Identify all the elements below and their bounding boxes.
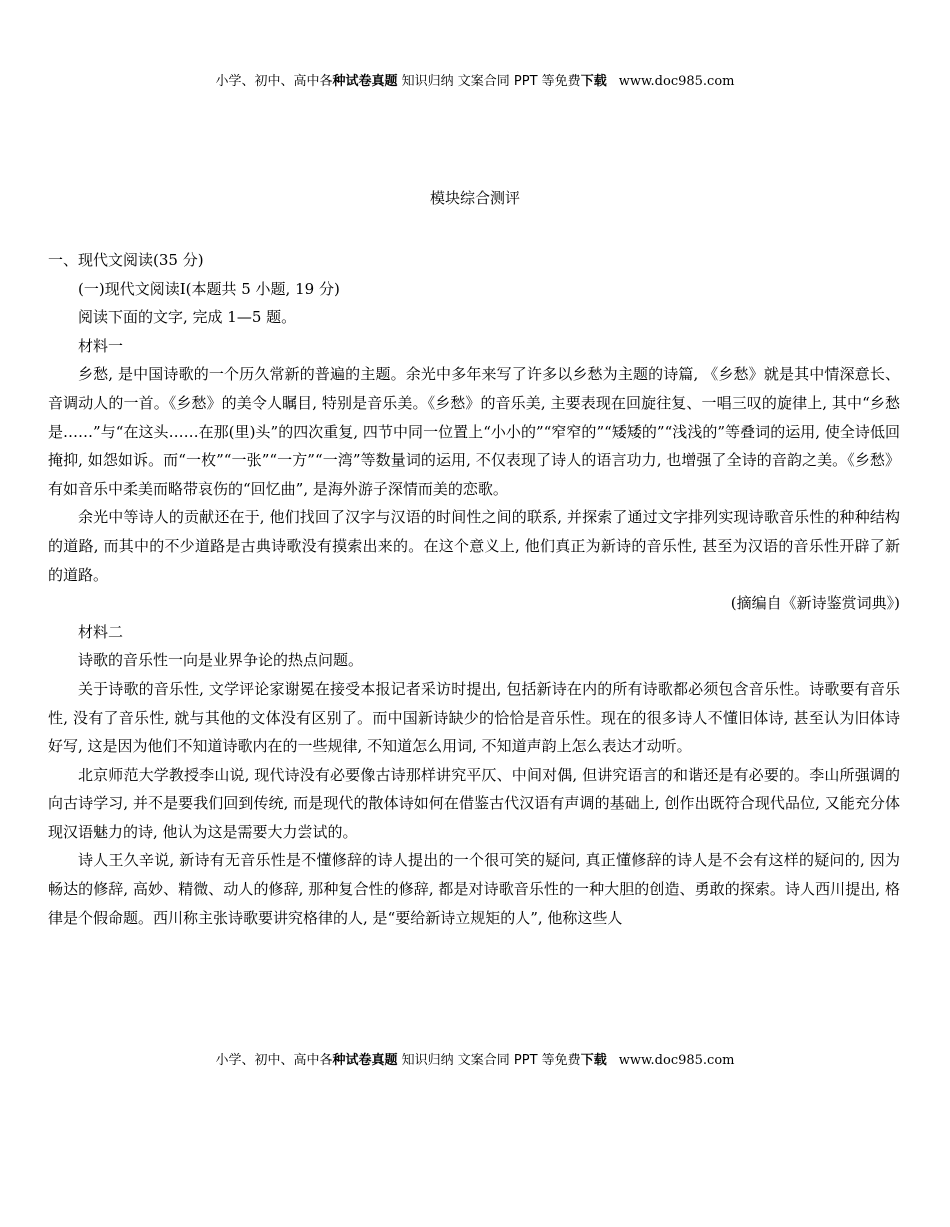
instruction: 阅读下面的文字, 完成 1—5 题。 [78,308,297,327]
footer-banner [0,1049,950,1068]
header-banner [0,70,950,89]
banner-url[interactable]: www.doc985.com [618,74,735,89]
material1-paragraph-2: 余光中等诗人的贡献还在于, 他们找回了汉字与汉语的时间性之间的联系, 并探索了通过文字排列实现诗歌音乐性的种种结构的道路, 而其中的不少道路是古典诗歌没有摸索出来的。在这个意义上, 他们真正为新诗的音乐性, 甚至为汉语的音乐性开辟了新的道路。 [48,508,900,584]
material1-paragraph-1: 乡愁, 是中国诗歌的一个历久常新的普遍的主题。余光中多年来写了许多以乡愁为主题的诗篇, 《乡愁》就是其中情深意长、音调动人的一首。《乡愁》的美令人瞩目, 特别是音乐美。《乡愁》的音乐美, 主要表现在回旋往复、一唱三叹的旋律上, 其中“乡愁是……”与“在这头……在那(里)头”的四次重复, 四节中同一位置上“小小的”“窄窄的”“矮矮的”“浅浅的”等叠词的运用, 使全诗低回掩抑, 如怨如诉。而“一枚”“一张”“一方”“一湾”等数量词的运用, 不仅表现了诗人的语言功力, 也增强了全诗的音韵之美。《乡愁》有如音乐中柔美而略带哀伤的“回忆曲”, 是海外游子深情而美的恋歌。 [48,365,900,498]
material1-label: 材料一 [78,336,124,355]
banner-text-3: 知识归纳 [397,74,458,89]
material2-paragraph-3: 北京师范大学教授李山说, 现代诗没有必要像古诗那样讲究平仄、中间对偶, 但讲究语言的和谐还是有必要的。李山所强调的向古诗学习, 并不是要我们回到传统, 而是现代的散体诗如何在借鉴古代汉语有声调的基础上, 创作出既符合现代品位, 又能充分体现汉语魅力的诗, 他认为这是需要大力尝试的。 [48,765,900,841]
banner-text-1: 小学、初中、高中各 [215,1053,333,1068]
material2-paragraph-1: 诗歌的音乐性一向是业界争论的热点问题。 [78,651,364,670]
material2-paragraph-4: 诗人王久辛说, 新诗有无音乐性是不懂修辞的诗人提出的一个很可笑的疑问, 真正懂修辞的诗人是不会有这样的疑问的, 因为畅达的修辞, 高妙、精微、动人的修辞, 那种复合性的修辞, 都是对诗歌音乐性的一种大胆的创造、勇敢的探索。诗人西川提出, 格律是个假命题。西川称主张诗歌要讲究格律的人, 是“要给新诗立规矩的人”, 他称这些人 [48,851,900,927]
section-heading: 一、现代文阅读(35 分) [48,251,204,269]
material2-paragraph-2: 关于诗歌的音乐性, 文学评论家谢冕在接受本报记者采访时提出, 包括新诗在内的所有诗歌都必须包含音乐性。诗歌要有音乐性, 没有了音乐性, 就与其他的文体没有区别了。而中国新诗缺少的恰恰是音乐性。现在的很多诗人不懂旧体诗, 甚至认为旧体诗好写, 这是因为他们不知道诗歌内在的一些规律, 不知道怎么用词, 不知道声韵上怎么表达才动听。 [48,679,900,756]
banner-text-4: 文案合同 PPT 等免费 [457,74,581,89]
banner-text-5: 下载 [580,1053,607,1068]
banner-text-3: 知识归纳 [397,1053,458,1068]
banner-text-2: 种试卷真题 [332,1053,398,1068]
material1-source: (摘编自《新诗鉴赏词典》) [730,594,900,613]
banner-text-2: 种试卷真题 [332,74,398,89]
banner-url[interactable]: www.doc985.com [618,1053,735,1068]
banner-text-5: 下载 [580,74,607,89]
page-title: 模块综合测评 [429,189,520,207]
banner-text-4: 文案合同 PPT 等免费 [457,1053,581,1068]
banner-text-1: 小学、初中、高中各 [215,74,333,89]
material2-label: 材料二 [78,622,124,641]
document-body [48,246,900,932]
sub-heading: (一)现代文阅读Ⅰ(本题共 5 小题, 19 分) [78,279,340,298]
